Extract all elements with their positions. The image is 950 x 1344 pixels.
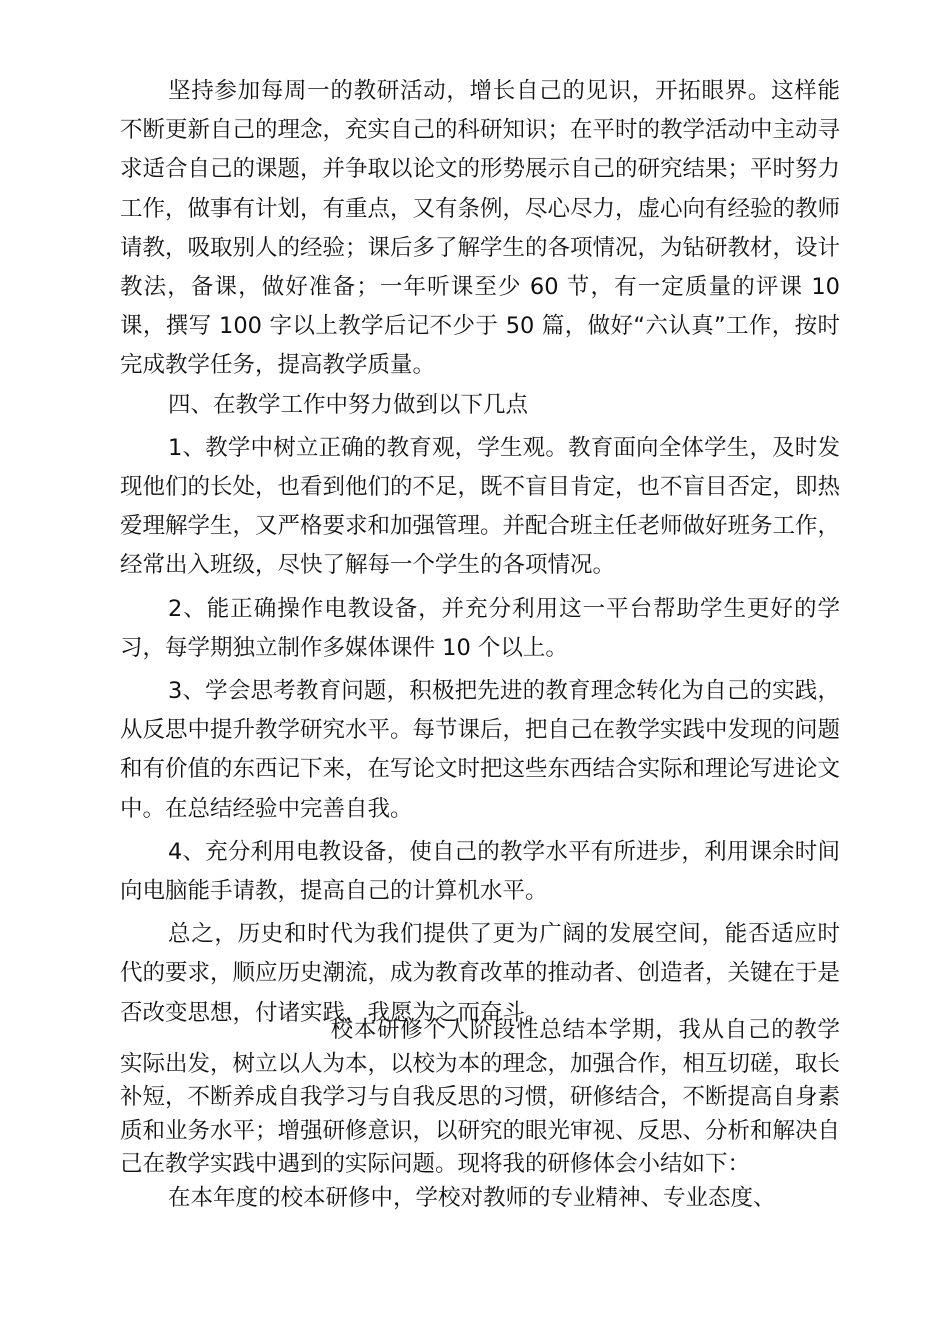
paragraph-point-4: 4、充分利用电教设备，使自己的教学水平有所进步，利用课余时间向电脑能手请教，提高自己的计算机水平。: [120, 838, 840, 905]
document-body: [120, 72, 840, 1033]
paragraph-point-3: 3、学会思考教育问题，积极把先进的教育理念转化为自己的实践，从反思中提升教学研究水平。每节课后，把自己在教学实践中发现的问题和有价值的东西记下来，在写论文时把这些东西结合实际和理论写进论文中。在总结经验中完善自我。: [120, 678, 841, 822]
summary-intro-text: 本学期，我从自己的教学实际出发，树立以人为本，以校为本的理念，加强合作，相互切磋，取长补短，不断养成自我学习与自我反思的习惯，研修结合，不断提高自身素质和业务水平；增强研修意识，以研究的眼光审视、反思、分析和解决自己在教学实践中遇到的实际问题。现将我的研修体会小结如下：: [120, 1017, 841, 1178]
summary-section: [120, 1014, 840, 1216]
paragraph-research-activities: 坚持参加每周一的教研活动，增长自己的见识，开拓眼界。这样能不断更新自己的理念，充实自己的科研知识；在平时的教学活动中主动寻求适合自己的课题，并争取以论文的形势展示自己的研究结果；平时努力工作，做事有计划，有重点，又有条例，尽心尽力，虚心向有经验的教师请教，吸取别人的经验；课后多了解学生的各项情况，为钻研教材，设计教法，备课，做好准备；一年听课至少 60 节，有一定质量的评课 10 课，撰写 100 字以上教学后记不少于 50 篇，做好“六认真”工作，按时完成教学任务，提高教学质量。: [120, 78, 841, 379]
section-heading-four: 四、在教学工作中努力做到以下几点: [168, 391, 529, 418]
paragraph-point-2: 2、能正确操作电教设备，并充分利用这一平台帮助学生更好的学习，每学期独立制作多媒体课件 10 个以上。: [120, 595, 840, 661]
summary-title: 校本研修个人阶段性总结: [330, 1017, 586, 1043]
paragraph-conclusion: 总之，历史和时代为我们提供了更为广阔的发展空间，能否适应时代的要求，顺应历史潮流，成为教育改革的推动者、创造者，关键在于是否改变思想，付诸实践，我愿为之而奋斗。: [120, 921, 841, 1026]
summary-intro-paragraph: [120, 1014, 840, 1182]
paragraph-point-1: 1、教学中树立正确的教育观，学生观。教育面向全体学生，及时发现他们的长处，也看到他们的不足，既不盲目肯定，也不盲目否定，即热爱理解学生，又严格要求和加强管理。并配合班主任老师做好班务工作，经常出入班级，尽快了解每一个学生的各项情况。: [120, 434, 841, 579]
summary-last-line: 在本年度的校本研修中，学校对教师的专业精神、专业态度、: [168, 1184, 776, 1211]
